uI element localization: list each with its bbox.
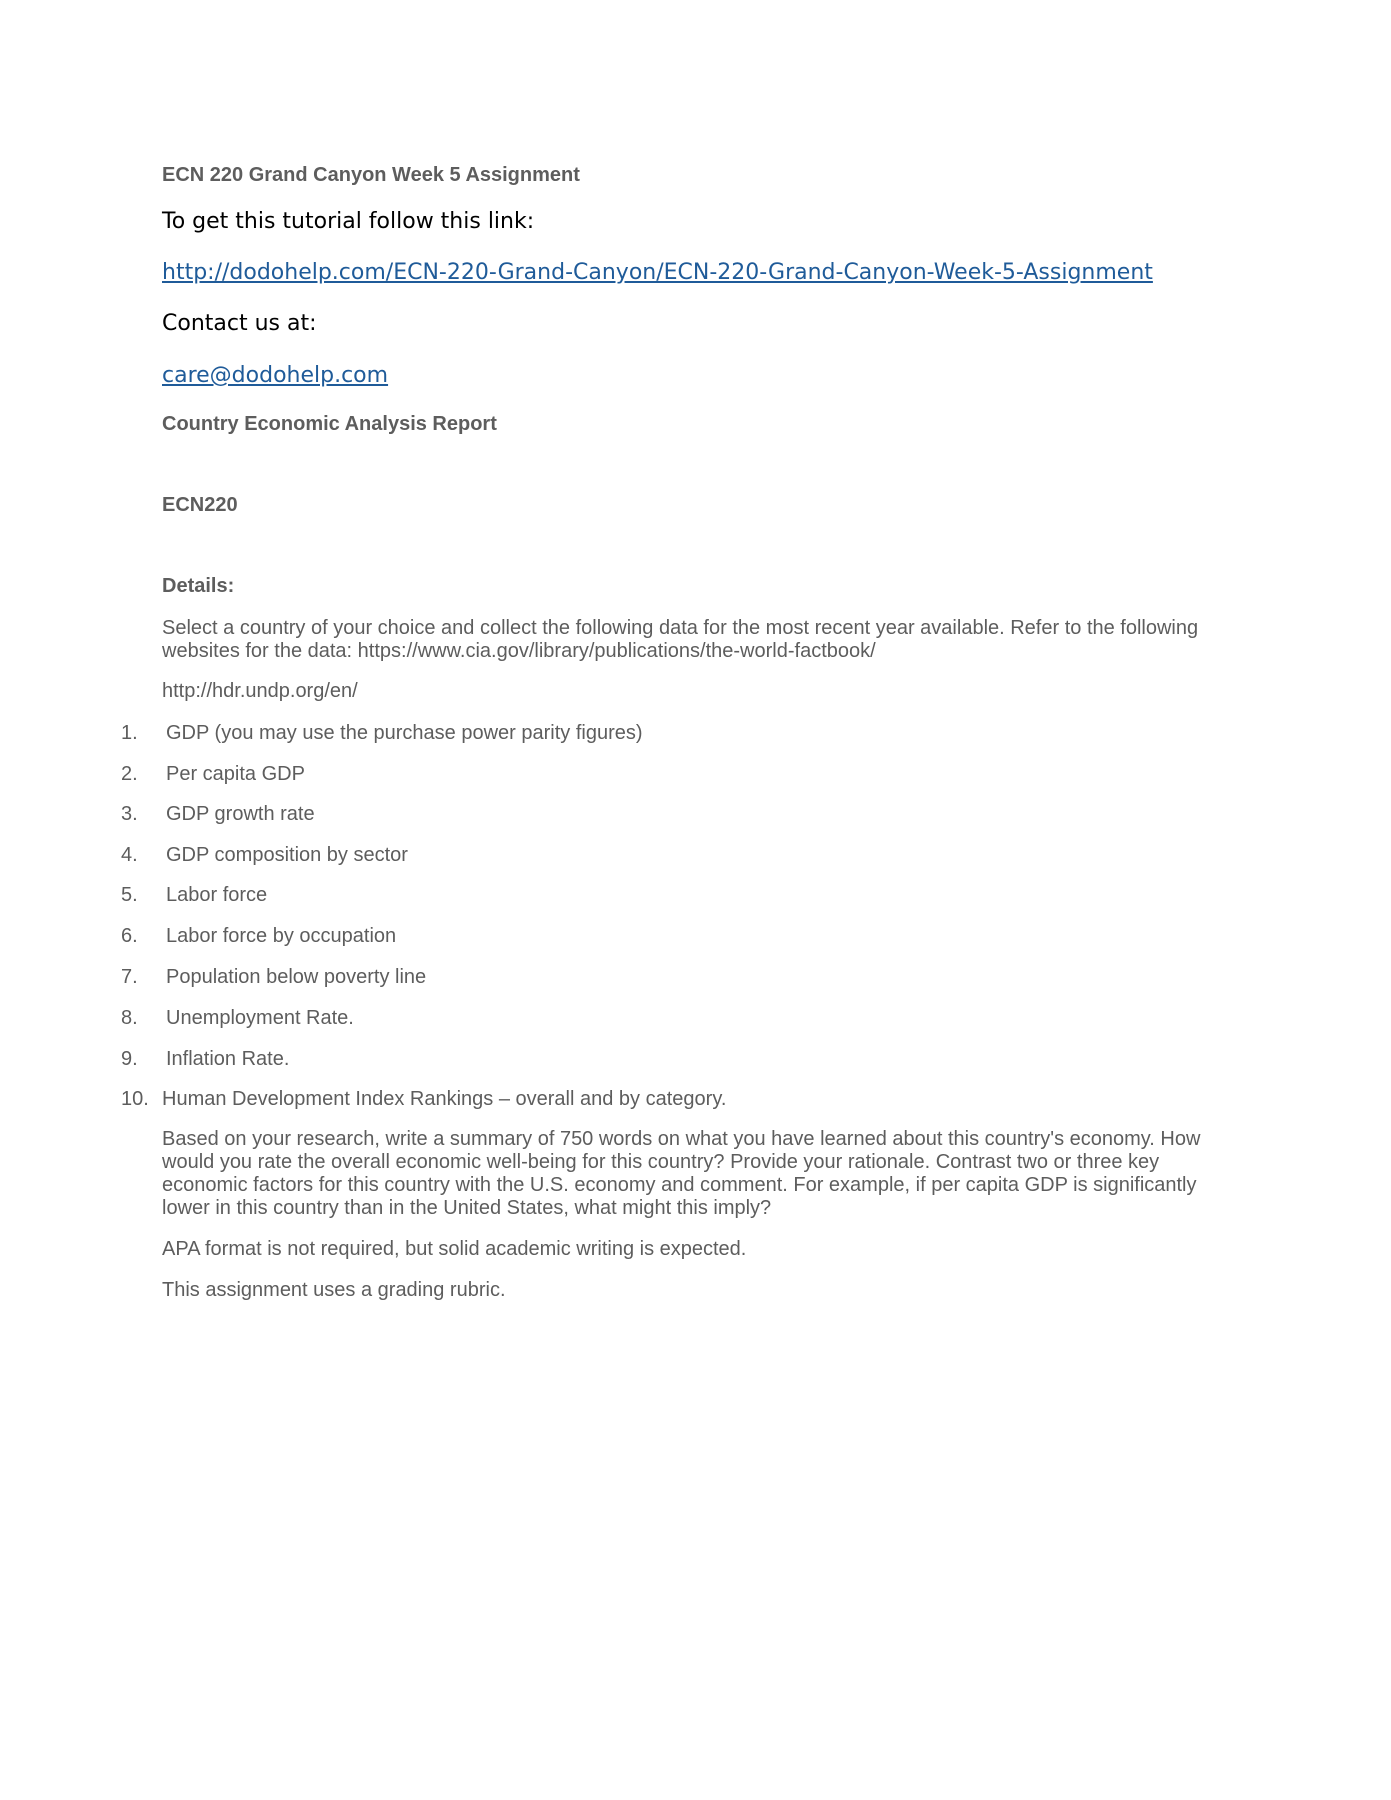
list-item [121,802,315,826]
tutorial-prompt: To get this tutorial follow this link: [162,209,535,234]
list-item-text: Labor force by occupation [166,925,397,947]
list-item-text: Unemployment Rate. [166,1007,354,1029]
list-item-number: 3. [121,803,138,825]
list-item [121,721,643,745]
list-item [121,1087,726,1111]
list-item-text: GDP growth rate [166,803,315,825]
second-website: http://hdr.undp.org/en/ [162,680,358,702]
summary-paragraph: Based on your research, write a summary of 750 words on what you have learned about this country's economy. How would you rate the overall economic well-being for this country? Provide your rationale. Contrast two or three key economic factors for this country with the U.S. economy and comment. For example, if per capita GDP is significantly lower in this country than in the United States, what might this imply? [162,1128,1201,1219]
list-item-text: Inflation Rate. [166,1048,290,1070]
contact-prompt: Contact us at: [162,311,317,336]
list-item-text: Labor force [166,884,268,906]
list-item-text: Population below poverty line [166,966,427,988]
list-item-number: 6. [121,925,138,947]
list-item-text: Per capita GDP [166,763,305,785]
list-item-number: 5. [121,884,138,906]
list-item-text: GDP (you may use the purchase power parity figures) [166,722,643,744]
list-item [121,883,267,907]
list-item-number: 8. [121,1007,138,1029]
list-item-text: Human Development Index Rankings – overall and by category. [162,1088,727,1110]
intro-paragraph: Select a country of your choice and collect the following data for the most recent year available. Refer to the following websites for the data: https://www.cia.gov/library/publications/the-world-factbook/ [162,617,1199,662]
list-item-number: 1. [121,722,138,744]
list-item [121,1047,289,1071]
list-item [121,1006,354,1030]
list-item-number: 2. [121,763,138,785]
course-code: ECN220 [162,494,238,516]
rubric-note: This assignment uses a grading rubric. [162,1279,506,1301]
list-item-number: 10. [121,1088,149,1110]
tutorial-link[interactable]: http://dodohelp.com/ECN-220-Grand-Canyon/ECN-220-Grand-Canyon-Week-5-Assignment [162,260,1153,285]
list-item-number: 9. [121,1048,138,1070]
list-item [121,965,426,989]
list-item [121,762,305,786]
apa-note: APA format is not required, but solid academic writing is expected. [162,1238,747,1260]
list-item [121,843,408,867]
document-title: ECN 220 Grand Canyon Week 5 Assignment [162,164,580,186]
contact-email-link[interactable]: care@dodohelp.com [162,363,389,388]
list-item [121,924,396,948]
list-item-number: 7. [121,966,138,988]
details-heading: Details: [162,575,235,597]
list-item-number: 4. [121,844,138,866]
list-item-text: GDP composition by sector [166,844,408,866]
report-title: Country Economic Analysis Report [162,413,497,435]
